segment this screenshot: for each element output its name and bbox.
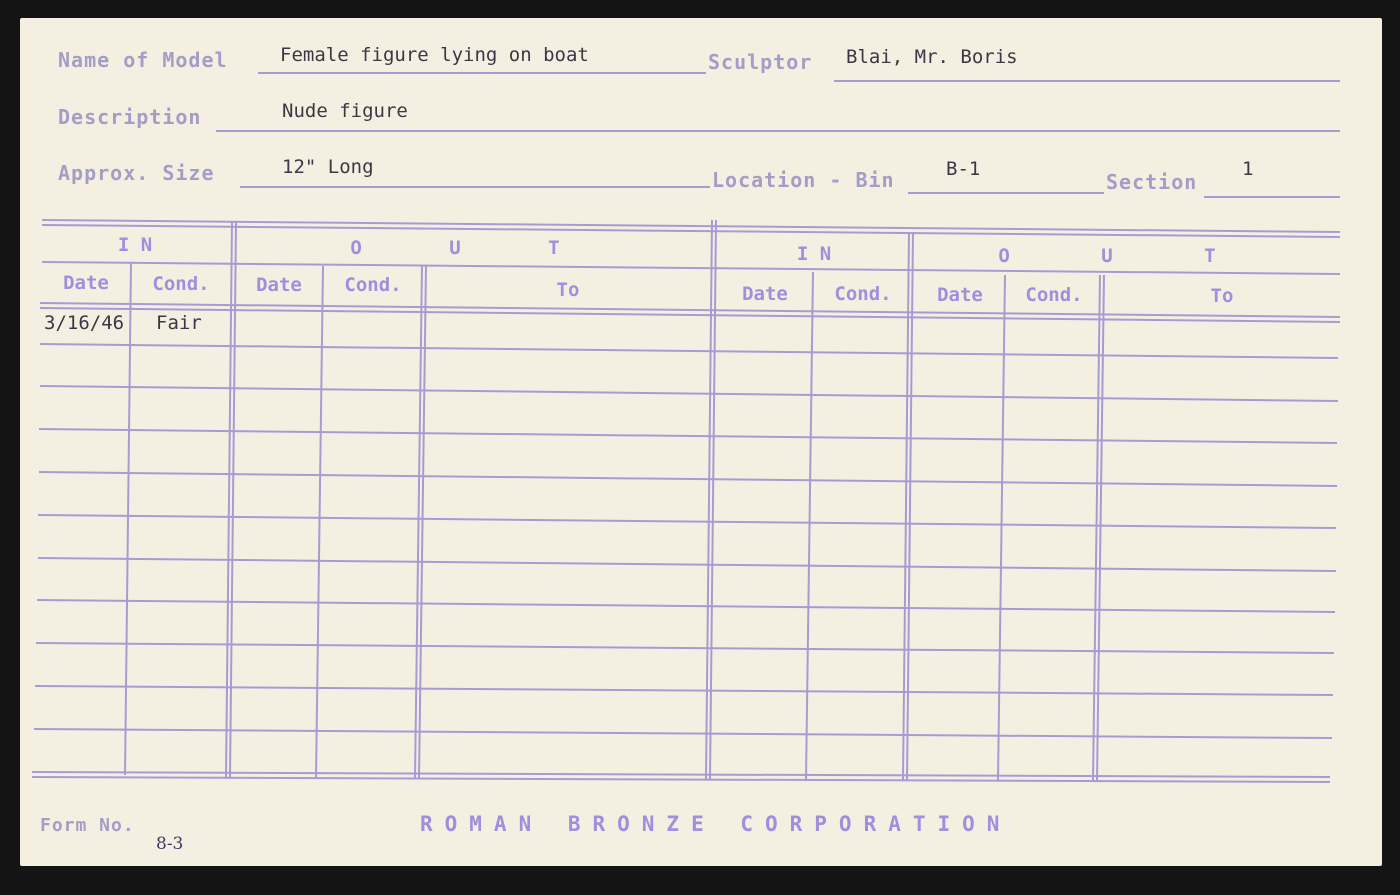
group-in-1: I N (117, 234, 153, 256)
col-in-date-2: Date (742, 283, 788, 305)
company-name: ROMAN BRONZE CORPORATION (420, 812, 1012, 836)
col-out-to-1: To (556, 279, 580, 301)
col-in-date-1: Date (63, 272, 109, 294)
size-label: Approx. Size (58, 161, 215, 185)
form-number-value: 8-3 (156, 834, 184, 854)
sculptor-label: Sculptor (708, 50, 813, 74)
model-label: Name of Model (58, 48, 228, 72)
description-label: Description (58, 105, 202, 129)
location-label: Location - Bin (712, 168, 895, 192)
col-out-cond-1: Cond. (344, 274, 402, 296)
group-out-1: O U T (350, 237, 598, 259)
group-in-2: I N (796, 243, 832, 265)
col-out-date-2: Date (937, 284, 983, 306)
section-label: Section (1106, 170, 1198, 194)
row-1-in-date: 3/16/46 (44, 312, 125, 334)
size-value: 12" Long (282, 156, 374, 178)
location-value: B-1 (946, 158, 981, 180)
section-value: 1 (1242, 158, 1254, 180)
col-out-to-2: To (1210, 285, 1234, 307)
col-in-cond-2: Cond. (834, 283, 892, 305)
col-out-cond-2: Cond. (1025, 284, 1083, 306)
sculptor-value: Blai, Mr. Boris (846, 46, 1018, 68)
group-out-2: O U T (998, 245, 1256, 267)
row-1-in-cond: Fair (156, 312, 202, 334)
form-number-label: Form No. (40, 815, 135, 836)
col-in-cond-1: Cond. (152, 273, 210, 295)
col-out-date-1: Date (256, 274, 302, 296)
model-value: Female figure lying on boat (280, 44, 589, 66)
description-value: Nude figure (282, 100, 408, 122)
